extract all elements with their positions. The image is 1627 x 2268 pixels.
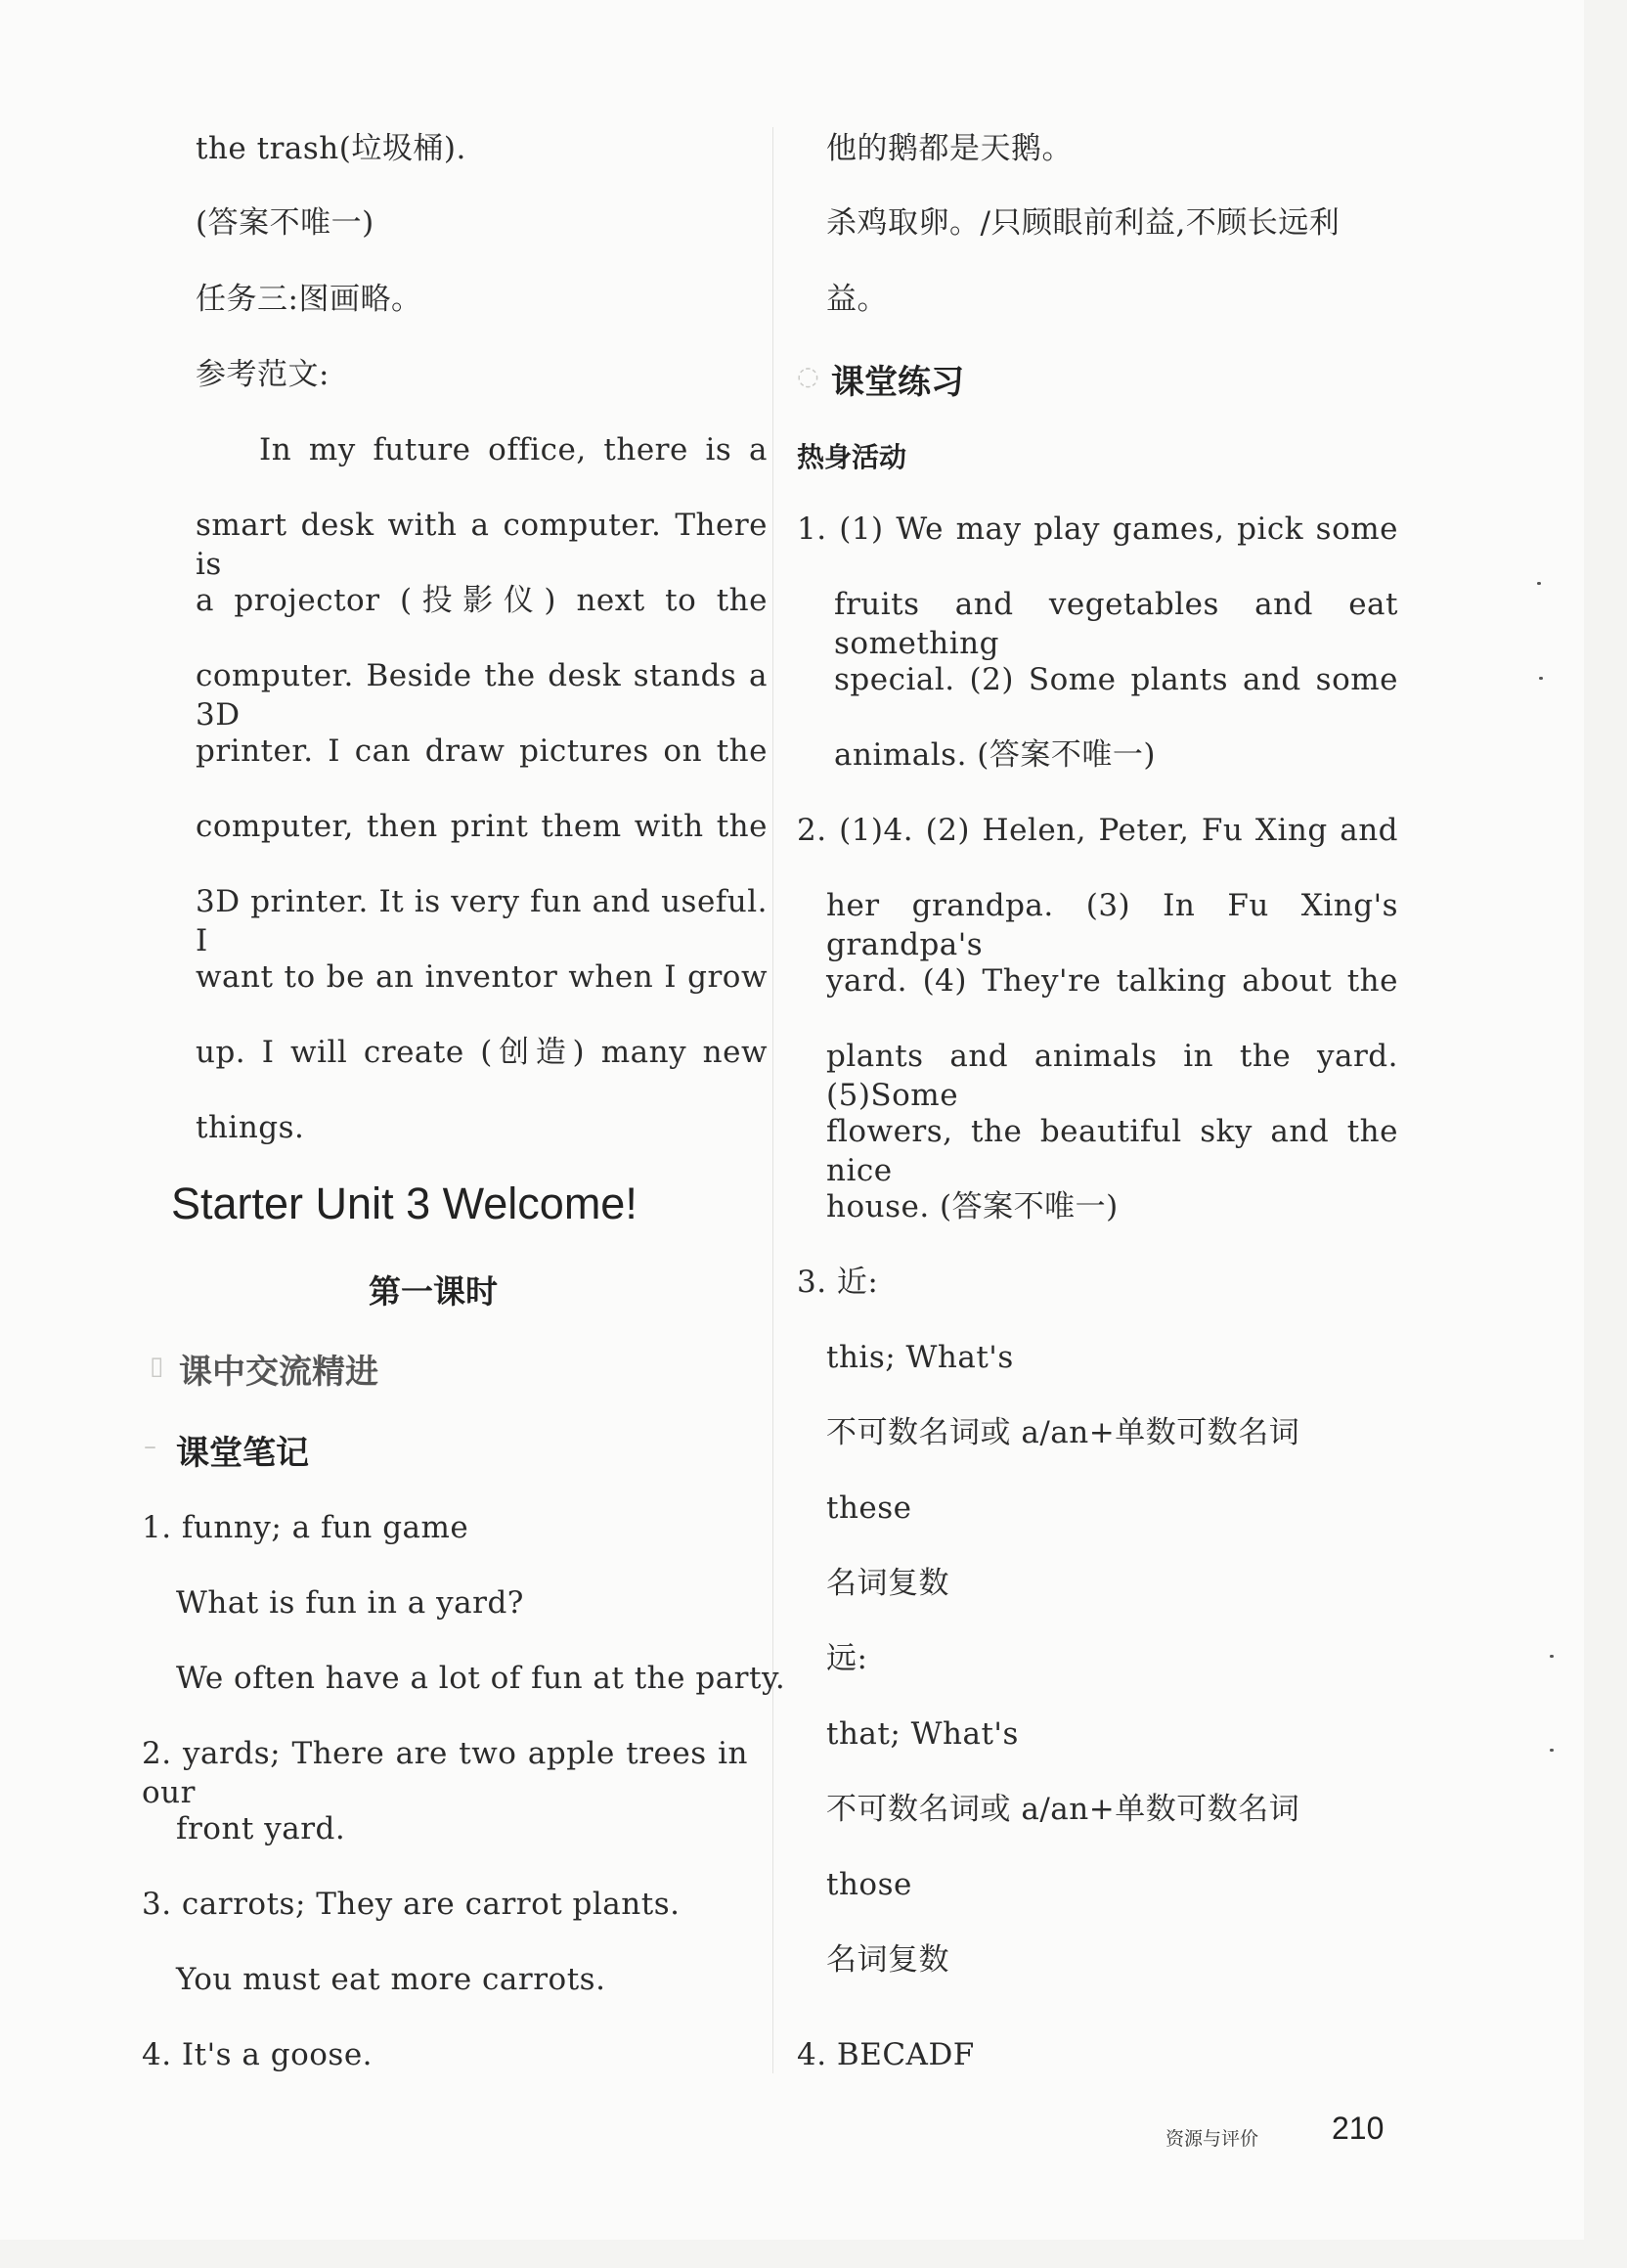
answer-line: flowers, the beautiful sky and the nice — [826, 1114, 1398, 1188]
essay-line: a projector (投影仪) next to the — [196, 583, 768, 618]
text-line: 杀鸡取卵。/只顾眼前利益,不顾长远利 — [826, 205, 1341, 241]
answer-line: house. (答案不唯一) — [826, 1189, 1119, 1224]
answer-line: 4. BECADF — [797, 2037, 975, 2072]
answer-line: plants and animals in the yard. (5)Some — [826, 1039, 1398, 1113]
note-line: 4. It's a goose. — [142, 2037, 374, 2072]
section-marker-icon: ◌ — [797, 362, 819, 391]
answer-line: 1. (1) We may play games, pick some — [797, 511, 1398, 547]
answer-line: 不可数名词或 a/an+单数可数名词 — [826, 1792, 1300, 1827]
text-line: 任务三:图画略。 — [196, 282, 422, 317]
answer-line: 3. 近: — [797, 1265, 879, 1300]
answer-line: that; What's — [826, 1716, 1019, 1752]
unit-title: Starter Unit 3 Welcome! — [171, 1178, 638, 1228]
section-marker-icon: ▯ — [150, 1352, 164, 1381]
answer-line: these — [826, 1490, 912, 1526]
note-line: 3. carrots; They are carrot plants. — [142, 1887, 681, 1922]
sub-header: 热身活动 — [797, 441, 907, 473]
answer-line: 2. (1)4. (2) Helen, Peter, Fu Xing and — [797, 813, 1398, 848]
essay-line: 3D printer. It is very fun and useful. I — [196, 884, 768, 958]
essay-line: computer. Beside the desk stands a 3D — [196, 658, 768, 733]
column-divider — [772, 127, 773, 2073]
answer-line: her grandpa. (3) In Fu Xing's grandpa's — [826, 888, 1398, 962]
scan-mark — [1537, 582, 1541, 585]
answer-line: yard. (4) They're talking about the — [826, 963, 1398, 999]
essay-line: things. — [196, 1110, 305, 1145]
answer-line: 名词复数 — [826, 1566, 949, 1601]
essay-line: want to be an inventor when I grow — [196, 959, 768, 995]
section-marker-icon: – — [144, 1432, 156, 1461]
note-line: You must eat more carrots. — [176, 1962, 606, 1997]
footer-label: 资源与评价 — [1165, 2128, 1259, 2150]
scan-mark — [1550, 1749, 1554, 1752]
answer-line: this; What's — [826, 1340, 1014, 1375]
answer-line: fruits and vegetables and eat something — [834, 587, 1398, 661]
answer-line: 名词复数 — [826, 1942, 949, 1978]
page-number: 210 — [1332, 2111, 1385, 2146]
lesson-title: 第一课时 — [369, 1272, 498, 1311]
scan-mark — [1539, 677, 1543, 680]
note-line: 1. funny; a fun game — [142, 1510, 469, 1545]
text-line: (答案不唯一) — [196, 205, 374, 241]
scan-mark — [1550, 1655, 1554, 1658]
answer-line: 远: — [826, 1641, 868, 1676]
answer-line: animals. (答案不唯一) — [834, 737, 1156, 773]
note-line: What is fun in a yard? — [176, 1585, 524, 1621]
essay-line: smart desk with a computer. There is — [196, 508, 768, 582]
note-line: 2. yards; There are two apple trees in our — [142, 1736, 748, 1810]
answer-line: those — [826, 1867, 912, 1902]
essay-line: up. I will create (创造) many new — [196, 1035, 768, 1070]
text-line: 他的鹅都是天鹅。 — [826, 131, 1073, 166]
text-line: 参考范文: — [196, 357, 330, 392]
essay-line: printer. I can draw pictures on the — [196, 734, 768, 769]
section-header: 课中交流精进 — [179, 1353, 378, 1392]
section-header: 课堂笔记 — [176, 1434, 309, 1473]
answer-line: 不可数名词或 a/an+单数可数名词 — [826, 1415, 1300, 1450]
essay-line: In my future office, there is a — [259, 432, 768, 467]
section-header: 课堂练习 — [831, 363, 964, 402]
note-line: We often have a lot of fun at the party. — [176, 1661, 786, 1696]
essay-line: computer, then print them with the — [196, 809, 768, 844]
note-line: front yard. — [176, 1811, 346, 1846]
text-line: the trash(垃圾桶). — [196, 131, 466, 166]
answer-line: special. (2) Some plants and some — [834, 662, 1398, 697]
text-line: 益。 — [826, 282, 888, 317]
